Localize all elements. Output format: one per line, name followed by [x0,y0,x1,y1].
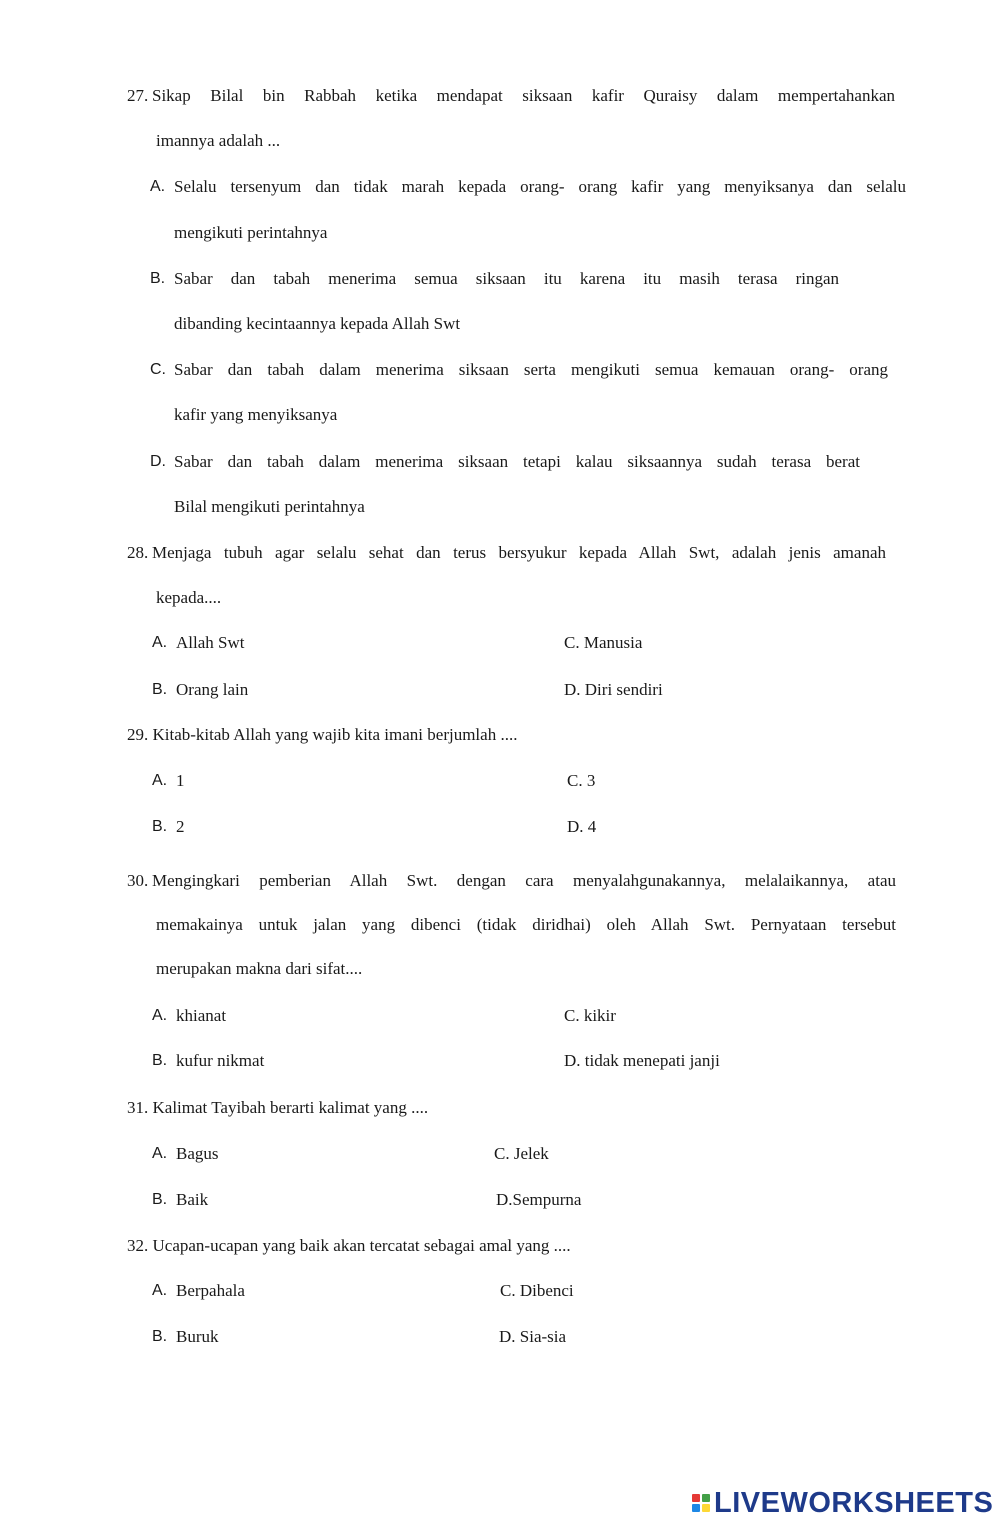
q27-option-a-letter: A. [150,178,166,195]
logo-square-yellow [702,1504,710,1512]
q30-option-c[interactable]: C. kikir [564,1006,616,1025]
q27-option-b-line2[interactable]: dibanding kecintaannya kepada Allah Swt [174,314,461,333]
q28-option-d[interactable]: D. Diri sendiri [564,680,663,699]
q27-option-a-line1[interactable]: Selalu tersenyum dan tidak marah kepada orang- orang kafir yang menyiksanya dan selalu [174,177,906,196]
q28-option-b-text[interactable]: Orang lain [176,680,249,699]
question-28-text-line2: kepada.... [156,588,222,607]
q28-option-b-letter: B. [152,681,168,698]
question-30-text-line1: Mengingkari pemberian Allah Swt. dengan cara menyalahgunakannya, melalaikannya, atau [152,871,896,890]
q32-option-b-letter: B. [152,1328,168,1345]
q28-option-c[interactable]: C. Manusia [564,633,643,652]
q28-option-a-letter: A. [152,634,168,651]
question-30-text-line3: merupakan makna dari sifat.... [156,959,363,978]
q31-option-d[interactable]: D.Sempurna [496,1190,582,1209]
q27-option-c-line2[interactable]: kafir yang menyiksanya [174,405,338,424]
q27-option-d-letter: D. [150,453,166,470]
question-31-text: 31. Kalimat Tayibah berarti kalimat yang .... [127,1098,429,1117]
liveworksheets-logo-icon [692,1494,710,1512]
q30-option-b-text[interactable]: kufur nikmat [176,1051,265,1070]
logo-square-green [702,1494,710,1502]
question-29-text: 29. Kitab-kitab Allah yang wajib kita imani berjumlah .... [127,725,518,744]
q27-option-d-line1[interactable]: Sabar dan tabah dalam menerima siksaan tetapi kalau siksaannya sudah terasa berat [174,452,860,471]
question-27-text-line1: Sikap Bilal bin Rabbah ketika mendapat siksaan kafir Quraisy dalam mempertahankan [152,86,895,105]
q27-option-a-line2[interactable]: mengikuti perintahnya [174,223,328,242]
q31-option-a-letter: A. [152,1145,168,1162]
q32-option-a-letter: A. [152,1282,168,1299]
logo-square-blue [692,1504,700,1512]
q28-option-a-text[interactable]: Allah Swt [176,633,245,652]
question-30-text-line2: memakainya untuk jalan yang dibenci (tidak diridhai) oleh Allah Swt. Pernyataan tersebut [156,915,896,934]
q30-option-a-letter: A. [152,1007,168,1024]
q30-option-d[interactable]: D. tidak menepati janji [564,1051,720,1070]
q31-option-b-letter: B. [152,1191,168,1208]
q32-option-c[interactable]: C. Dibenci [500,1281,574,1300]
q29-option-a-letter: A. [152,772,168,789]
q27-option-b-line1[interactable]: Sabar dan tabah menerima semua siksaan itu karena itu masih terasa ringan [174,269,839,288]
question-32-text: 32. Ucapan-ucapan yang baik akan tercatat sebagai amal yang .... [127,1236,571,1255]
q30-option-b-letter: B. [152,1052,168,1069]
logo-square-red [692,1494,700,1502]
question-27-number: 27. [127,86,149,105]
q27-option-b-letter: B. [150,270,166,287]
q27-option-c-letter: C. [150,361,166,378]
liveworksheets-logo [692,1488,993,1518]
q29-option-a-text[interactable]: 1 [176,771,185,790]
q27-option-d-line2[interactable]: Bilal mengikuti perintahnya [174,497,365,516]
q31-option-a-text[interactable]: Bagus [176,1144,219,1163]
q32-option-b-text[interactable]: Buruk [176,1327,219,1346]
q30-option-a-text[interactable]: khianat [176,1006,227,1025]
question-28-number: 28. [127,543,149,562]
q29-option-c[interactable]: C. 3 [567,771,596,790]
liveworksheets-logo-text: LIVEWORKSHEETS [714,1486,994,1519]
q32-option-a-text[interactable]: Berpahala [176,1281,245,1300]
question-27-text-line2: imannya adalah ... [156,131,281,150]
q29-option-d[interactable]: D. 4 [567,817,597,836]
q29-option-b-letter: B. [152,818,168,835]
q31-option-b-text[interactable]: Baik [176,1190,209,1209]
q27-option-c-line1[interactable]: Sabar dan tabah dalam menerima siksaan serta mengikuti semua kemauan orang- orang [174,360,888,379]
question-28-text-line1: Menjaga tubuh agar selalu sehat dan terus bersyukur kepada Allah Swt, adalah jenis amanah [152,543,886,562]
q32-option-d[interactable]: D. Sia-sia [499,1327,567,1346]
q29-option-b-text[interactable]: 2 [176,817,185,836]
question-30-number: 30. [127,871,149,890]
q31-option-c[interactable]: C. Jelek [494,1144,549,1163]
